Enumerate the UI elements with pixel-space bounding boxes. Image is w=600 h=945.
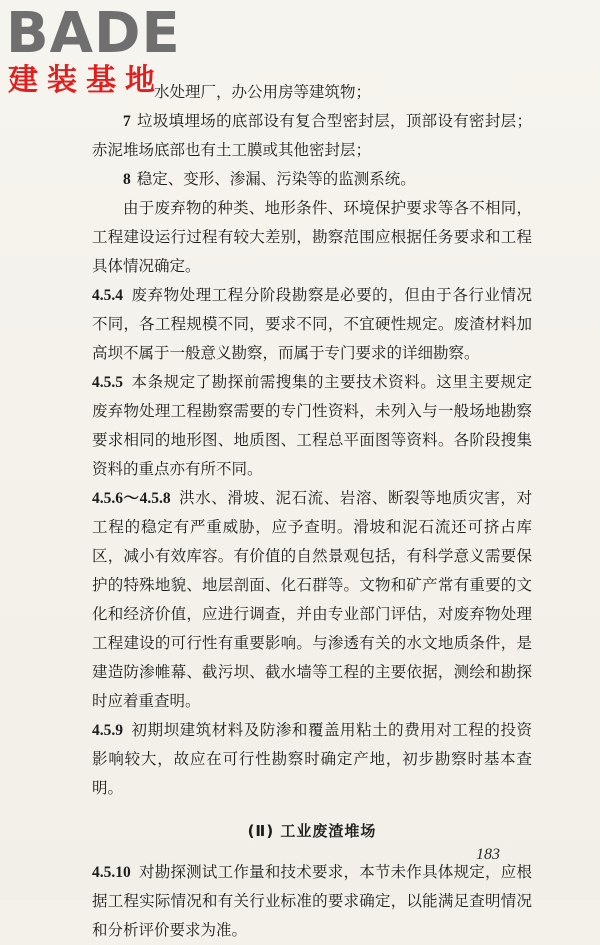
page-number: 183: [476, 846, 500, 863]
item-7-text: 垃圾填埋场的底部设有复合型密封层，顶部设有密封层；赤泥堆场底部也有土工膜或其他密封层；: [92, 112, 532, 159]
subsection-heading: (Ⅱ) 工业废渣堆场: [247, 822, 377, 840]
section-4-5-4: [92, 281, 532, 368]
section-4-5-9: [92, 716, 532, 803]
document-body: [92, 78, 532, 945]
item-7-number: 7: [123, 113, 131, 130]
section-4-5-6-text: 洪水、滑坡、泥石流、岩溶、断裂等地质灾害，对工程的稳定有严重威胁，应予查明。滑坡和泥石流还可挤占库区，减小有效库容。有价值的自然景观包括，有科学意义需要保护的特殊地貌、地层剖面、化石群等。文物和矿产常有重要的文化和经济价值，应进行调查，并由专业部门评估，对废弃物处理工程建设的可行性有重要影响。与渗透有关的水文地质条件，是建造防渗帷幕、截污坝、截水墙等工程的主要依据，测绘和勘探时应着重查明。: [92, 489, 532, 710]
section-4-5-5-number: 4.5.5: [92, 374, 123, 391]
scope-paragraph: 由于废弃物的种类、地形条件、环境保护要求等各不相同，工程建设运行过程有较大差别，勘察范围应根据任务要求和工程具体情况确定。: [92, 199, 532, 275]
logo-sub-text: 建装基地: [8, 63, 164, 98]
section-4-5-4-number: 4.5.4: [92, 287, 123, 304]
section-4-5-5: [92, 368, 532, 484]
section-4-5-10-number: 4.5.10: [92, 864, 131, 881]
item-8-number: 8: [123, 171, 131, 188]
item-7: [92, 107, 532, 165]
item-8: [92, 165, 532, 194]
section-4-5-6-to-8: [92, 484, 532, 716]
section-4-5-10: [92, 858, 532, 945]
section-4-5-10-text: 对勘探测试工作量和技术要求，本节未作具体规定，应根据工程实际情况和有关行业标准的要求确定，以能满足查明情况和分析评价要求为准。: [92, 863, 532, 939]
logo-main-text: BADE: [6, 1, 181, 66]
section-4-5-6-number: 4.5.6～4.5.8: [92, 490, 171, 507]
item-8-text: 稳定、变形、渗漏、污染等的监测系统。: [136, 170, 416, 188]
section-4-5-9-number: 4.5.9: [92, 722, 123, 739]
item-6-partial: 水处理厂，办公用房等建筑物；: [154, 83, 372, 101]
section-4-5-4-text: 废弃物处理工程分阶段勘察是必要的，但由于各行业情况不同，各工程规模不同，要求不同，不宜硬性规定。废渣材料加高坝不属于一般意义勘察，而属于专门要求的详细勘察。: [92, 286, 532, 362]
section-4-5-9-text: 初期坝建筑材料及防渗和覆盖用粘土的费用对工程的投资影响较大，故应在可行性勘察时确定产地，初步勘察时基本查明。: [92, 721, 532, 797]
section-4-5-5-text: 本条规定了勘探前需搜集的主要技术资料。这里主要规定废弃物处理工程勘察需要的专门性资料，未列入与一般场地勘察要求相同的地形图、地质图、工程总平面图等资料。各阶段搜集资料的重点亦有所不同。: [92, 373, 532, 478]
